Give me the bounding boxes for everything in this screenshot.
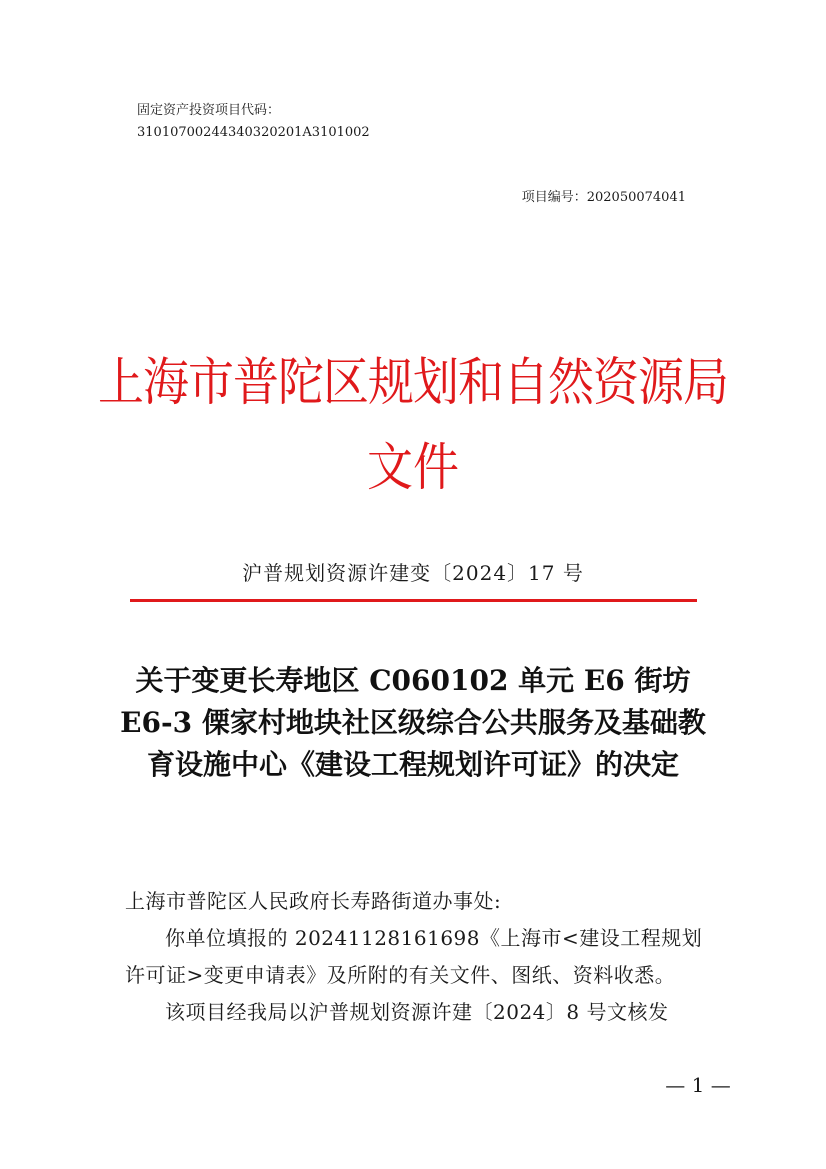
document-title: 关于变更长寿地区 C060102 单元 E6 街坊 E6-3 傈家村地块社区级综合公共服务及基础教育设施中心《建设工程规划许可证》的决定 [120,664,706,781]
masthead-issuer: 上海市普陀区规划和自然资源局 [98,351,728,413]
page-number-text: — 1 — [665,1073,731,1097]
masthead-document-type: 文件 [367,436,459,498]
investment-code-value: 31010700244340320201A3101002 [137,125,370,140]
page-number [0,1070,826,1100]
recipient-line: 上海市普陀区人民政府长寿路街道办事处: [125,889,502,913]
document-number: 沪普规划资源许建变〔2024〕17 号 [242,561,584,585]
investment-code-label: 固定资产投资项目代码： [137,103,281,118]
body-paragraph-2: 该项目经我局以沪普规划资源许建〔2024〕8 号文核发 [165,1000,669,1024]
body-paragraph-1: 你单位填报的 20241128161698《上海市<建设工程规划许可证>变更申请表》及所附的有关文件、图纸、资料收悉。 [125,926,703,987]
project-number: 项目编号：202050074041 [521,190,686,205]
red-divider-line [130,599,697,602]
